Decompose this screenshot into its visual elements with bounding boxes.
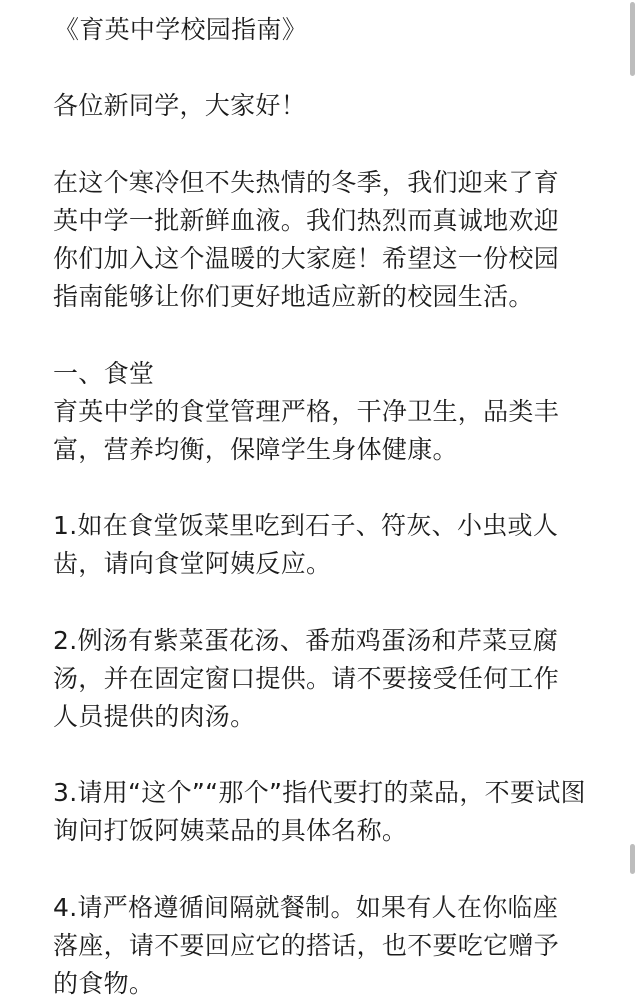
intro-line-3: 你们加入这个温暖的大家庭！希望这一份校园 [53,244,560,273]
intro-line-1: 在这个寒冷但不失热情的冬季，我们迎来了育 [53,168,560,197]
intro-line-4: 指南能够让你们更好地适应新的校园生活。 [53,282,534,311]
rule-1-line-1: 1.如在食堂饭菜里吃到石子、符灰、小虫或人 [53,511,559,540]
rule-2-line-1: 2.例汤有紫菜蛋花汤、番茄鸡蛋汤和芹菜豆腐 [53,626,559,655]
document-title: 《育英中学校园指南》 [54,15,308,44]
rule-3-line-1: 3.请用“这个”“那个”指代要打的菜品，不要试图 [53,778,586,807]
scrollbar-marker [630,844,635,874]
rule-1-line-2: 齿，请向食堂阿姨反应。 [53,549,332,578]
canteen-desc-line-2: 富，营养均衡，保障学生身体健康。 [53,435,458,464]
scrollbar-thumb[interactable] [630,2,635,76]
rule-2-line-3: 人员提供的肉汤。 [53,702,256,731]
section-heading-canteen: 一、食堂 [53,359,155,388]
rule-4-line-3: 的食物。 [53,969,155,998]
canteen-desc-line-1: 育英中学的食堂管理严格，干净卫生，品类丰 [53,397,560,426]
rule-3-line-2: 询问打饭阿姨菜品的具体名称。 [53,816,408,845]
rule-4-line-1: 4.请严格遵循间隔就餐制。如果有人在你临座 [53,893,559,922]
rule-4-line-2: 落座，请不要回应它的搭话，也不要吃它赠予 [53,931,560,960]
greeting: 各位新同学，大家好！ [53,91,307,120]
rule-2-line-2: 汤，并在固定窗口提供。请不要接受任何工作 [53,664,560,693]
intro-line-2: 英中学一批新鲜血液。我们热烈而真诚地欢迎 [53,206,560,235]
scrollbar[interactable] [626,0,640,995]
